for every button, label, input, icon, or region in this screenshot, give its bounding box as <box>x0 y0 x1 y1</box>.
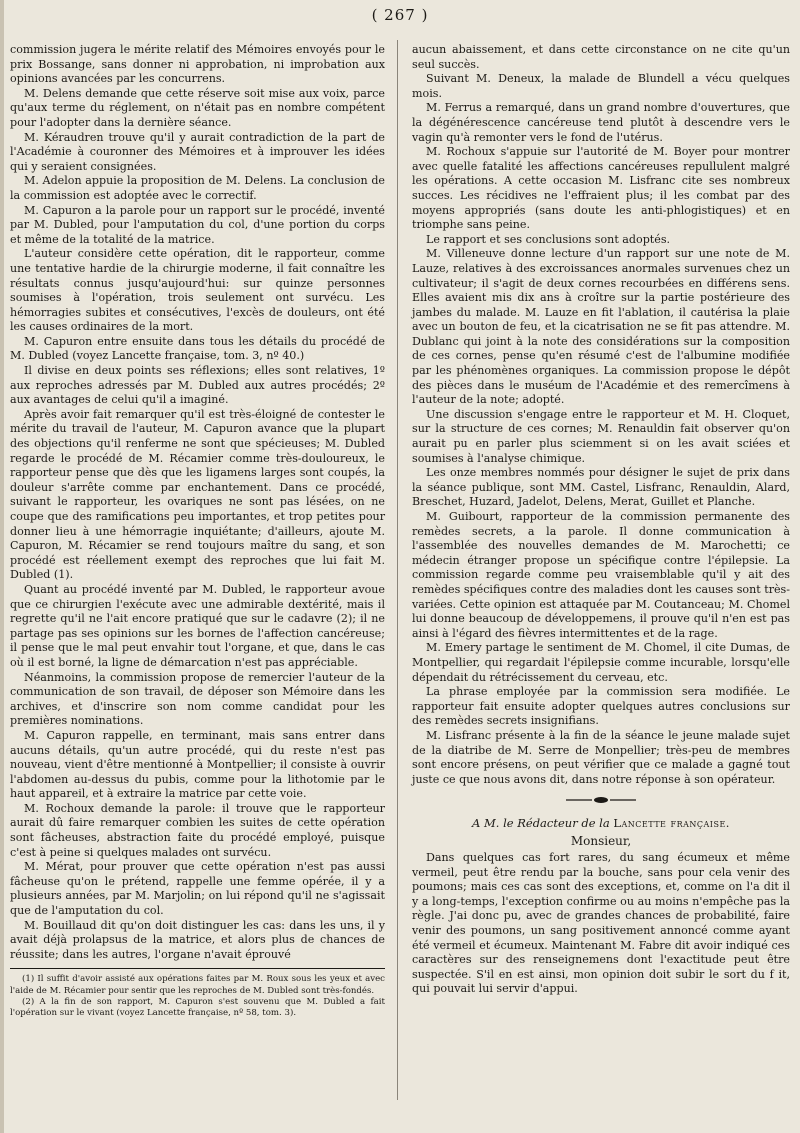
paragraph: M. Delens demande que cette réserve soit mise aux voix, parce qu'aux terme du réglement, on n'était pas en nombre compétent pour l'adopter dans la dernière séance. <box>10 86 385 129</box>
paragraph: M. Villeneuve donne lecture d'un rapport sur une note de M. Lauze, relatives à des excroissances anormales survenues chez un cultivateur; il s'agit de deux cornes recourbées en différens sens. Elles avaient mis dix ans à croître sur la partie postérieure des jambes du malade. M. Lauze en fit l'ablation, il cautérisa la plaie avec un bouton de feu, et la cicatrisation ne se fit pas attendre. M. Dublanc qui joint à la note des considérations sur la composition de ces cornes, pense qu'en résumé c'est de l'albumine modifiée par les phénomènes organiques. La commission propose le dépôt des pièces dans le muséum de l'Académie et des remercîmens à l'auteur de la note; adopté. <box>412 247 790 407</box>
paragraph: Néanmoins, la commission propose de remercier l'auteur de la communication de son travail, de déposer son Mémoire dans les archives, et d'inscrire son nom comme candidat pour les premières nominations. <box>10 670 385 728</box>
footnote: (1) Il suffit d'avoir assisté aux opérations faites par M. Roux sous les yeux et avec l'aide de M. Récamier pour sentir que les reproches de M. Dubled sont très-fondés. <box>10 974 385 996</box>
paragraph: Une discussion s'engage entre le rapporteur et M. H. Cloquet, sur la structure de ces cornes; M. Renauldin fait observer qu'on aurait pu en parler plus sciemment si on les avait sciées et soumises à l'analyse chimique. <box>412 407 790 465</box>
paragraph: Dans quelques cas fort rares, du sang écumeux et même vermeil, peut être rendu par la bouche, sans pour cela venir des poumons; mais ces cas sont des exceptions, et, comme on l'a dit il y a long-temps, l'exception confirme ou au moins n'empêche pas la règle. J'ai donc pu, avec de grandes chances de probabilité, faire venir des poumons, un sang positivement annoncé comme ayant été vermeil et écumeux. Maintenant M. Fabre dit avoir indiqué ces caractères sur des renseignemens dont l'exactitude peut être suspectée. S'il en est ainsi, mon opinion doit subir le sort du f it, qui pouvait lui servir d'appui. <box>412 851 790 996</box>
letter-heading-prefix: A M. le Rédacteur de la <box>472 815 610 830</box>
paragraph: commission jugera le mérite relatif des Mémoires envoyés pour le prix Bossange, sans donner ni approbation, ni improbation aux opinions avancées par les concurrens. <box>10 43 385 86</box>
paragraph: La phrase employée par la commission sera modifiée. Le rapporteur fait ensuite adopter quelques autres conclusions sur des remèdes secrets insignifians. <box>412 685 790 728</box>
page-edge-shadow <box>0 0 4 1133</box>
salutation: Monsieur, <box>570 834 632 849</box>
paragraph: Suivant M. Deneux, la malade de Blundell a vécu quelques mois. <box>412 72 790 100</box>
paragraph: M. Kéraudren trouve qu'il y aurait contradiction de la part de l'Académie à couronner des Mémoires et à improuver les idées qui y seraient consignées. <box>10 130 385 173</box>
paragraph: M. Mérat, pour prouver que cette opération n'est pas aussi fâcheuse qu'on le prétend, rappelle une femme opérée, il y a plusieurs années, par M. Marjolin; on lui répond qu'il ne s'agissait que de l'amputation du col. <box>10 860 385 918</box>
paragraph: M. Rochoux s'appuie sur l'autorité de M. Boyer pour montrer avec quelle fatalité les affections cancéreuses repullulent malgré les opérations. A cette occasion M. Lisfranc cite ses nombreux succes. Les récidives ne l'effraient plus; il les combat par des moyens appropriés (sans doute les anti-phlogistiques) et en triomphe sans peine. <box>412 145 790 232</box>
left-column <box>10 43 385 1019</box>
paragraph: Quant au procédé inventé par M. Dubled, le rapporteur avoue que ce chirurgien l'exécute avec une admirable dextérité, mais il regrette qu'il ne l'ait encore pratiqué que sur le cadavre (2); il ne partage pas ses opinions sur les bornes de l'affection cancéreuse; il pense que le mal peut envahir tout l'organe, et que, dans le cas où il est borné, la ligne de démarcation n'est pas appréciable. <box>10 582 385 669</box>
right-column <box>412 43 790 997</box>
paragraph: M. Ferrus a remarqué, dans un grand nombre d'ouvertures, que la dégénérescence cancéreuse tend plutôt à descendre vers le vagin qu'à remonter vers le fond de l'utérus. <box>412 101 790 144</box>
paragraph: Il divise en deux points ses réflexions; elles sont relatives, 1º aux reproches adressés par M. Dubled aux autres procédés; 2º aux avantages de celui qu'il a imaginé. <box>10 364 385 407</box>
letter-heading <box>412 816 790 831</box>
column-divider <box>397 40 398 1100</box>
paragraph: M. Bouillaud dit qu'on doit distinguer les cas: dans les uns, il y avait déjà prolapsus de la matrice, et alors plus de chances de réussite; dans les autres, l'organe n'avait éprouvé <box>10 918 385 961</box>
paragraph: Les onze membres nommés pour désigner le sujet de prix dans la séance publique, sont MM. Castel, Lisfranc, Renauldin, Alard, Breschet, Huzard, Jadelot, Delens, Merat, Guillet et Planche. <box>412 466 790 509</box>
paragraph: M. Capuron rappelle, en terminant, mais sans entrer dans aucuns détails, qu'un autre procédé, qui du reste n'est pas nouveau, vient d'être mentionné à Montpellier; il consiste à ouvrir l'abdomen au-dessus du pubis, comme pour la lithotomie par le haut appareil, et à extraire la matrice par cette voie. <box>10 728 385 801</box>
paragraph: M. Rochoux demande la parole: il trouve que le rapporteur aurait dû faire remarquer combien les suites de cette opération sont fâcheuses, abstraction faite du procédé employé, puisque c'est à peine si quelques malades ont survécu. <box>10 801 385 859</box>
footnote-rule <box>10 968 385 969</box>
paragraph: Après avoir fait remarquer qu'il est très-éloigné de contester le mérite du travail de l'auteur, M. Capuron avance que la plupart des objections qu'il renferme ne sont que spécieuses; M. Dubled regarde le procédé de M. Récamier comme très-douloureux, le rapporteur pense que dès que les ligamens larges sont coupés, la douleur s'arrête comme par enchantement. Dans ce procédé, suivant le rapporteur, les ovariques ne sont pas lésées, on ne coupe que des ramifications peu importantes, et trop petites pour donner lieu à une hémorragie inquiétante; d'ailleurs, ajoute M. Capuron, M. Récamier se rend toujours maître du sang, et son procédé est réellement exempt des reproches que lui fait M. Dubled (1). <box>10 407 385 582</box>
letter-heading-journal: Lancette française. <box>613 815 730 830</box>
paragraph: M. Capuron a la parole pour un rapport sur le procédé, inventé par M. Dubled, pour l'amputation du col, d'une portion du corps et même de la totalité de la matrice. <box>10 203 385 246</box>
paragraph: L'auteur considère cette opération, dit le rapporteur, comme une tentative hardie de la chirurgie moderne, il fait connaître les résultats connus jusqu'aujourd'hui: sur quinze personnes soumises à l'opération, trois seulement ont survécu. Les hémorragies subites et consécutives, l'excès de douleurs, ont été les causes ordinaires de la mort. <box>10 247 385 334</box>
paragraph: Le rapport et ses conclusions sont adoptés. <box>426 232 671 246</box>
section-ornament <box>412 795 790 810</box>
footnote: (2) A la fin de son rapport, M. Capuron s'est souvenu que M. Dubled a fait l'opération sur le vivant (voyez Lancette française, nº 58, tom. 3). <box>10 996 385 1019</box>
paragraph: M. Lisfranc présente à la fin de la séance le jeune malade sujet de la diatribe de M. Serre de Monpellier; très-peu de membres sont encore présens, on peut vérifier que ce malade a gagné tout juste ce que nous avons dit, dans notre réponse à son opérateur. <box>412 728 790 786</box>
paragraph: M. Capuron entre ensuite dans tous les détails du procédé de M. Dubled (voyez Lancette française, tom. 3, nº 40.) <box>10 334 385 363</box>
ornament-rule-icon <box>566 796 636 804</box>
paragraph: M. Adelon appuie la proposition de M. Delens. La conclusion de la commission est adoptée avec le correctif. <box>10 174 385 202</box>
paragraph: M. Guibourt, rapporteur de la commission permanente des remèdes secrets, a la parole. Il donne communication à l'assemblée des nouvelles demandes de M. Marochetti; ce médecin étranger propose un spécifique contre l'épilepsie. La commission regarde comme peu vraisemblable qu'il y ait des remèdes spécifiques contre des maladies dont les causes sont très-variées. Cette opinion est attaquée par M. Coutanceau; M. Chomel lui donne beaucoup de développemens, il prouve qu'il n'en est pas ainsi à l'égard des fièvres intermittentes et de la rage. <box>412 510 790 640</box>
paragraph: M. Emery partage le sentiment de M. Chomel, il cite Dumas, de Montpellier, qui regardait l'épilepsie comme incurable, lorsqu'elle dépendait du rétrécissement du cerveau, etc. <box>412 641 790 684</box>
paragraph: aucun abaissement, et dans cette circonstance on ne cite qu'un seul succès. <box>412 43 790 71</box>
page-number: ( 267 ) <box>371 6 429 24</box>
